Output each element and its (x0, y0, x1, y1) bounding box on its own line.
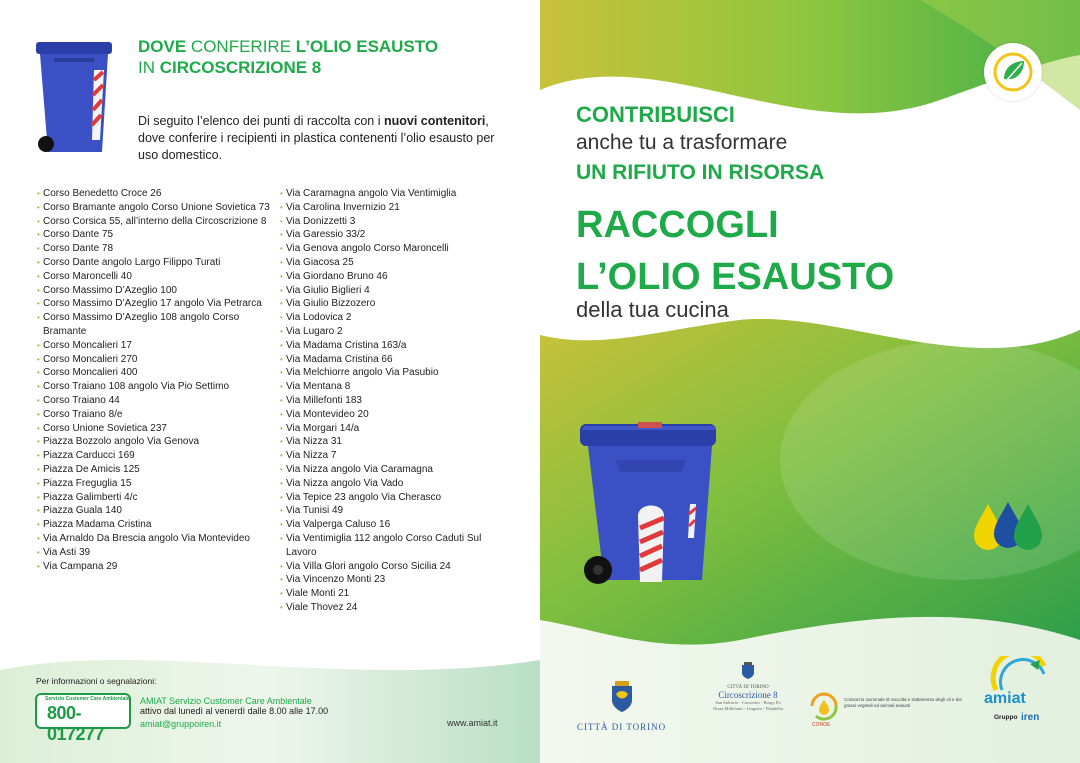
title-word: IN (138, 58, 155, 77)
service-hours: attivo dal lunedì al venerdì dalle 8.00 alle 17.00 (140, 706, 329, 716)
address-list-col1 (37, 187, 272, 573)
collection-point-item: • Corso Massimo D’Azeglio 17 angolo Via Petrarca (37, 297, 272, 311)
collection-point-item: • Via Donizzetti 3 (280, 215, 500, 229)
circ-crest-icon (741, 662, 755, 680)
collection-point-item: • Corso Traiano 44 (37, 394, 272, 408)
amiat-arc-icon (990, 656, 1050, 692)
collection-point-item: • Via Vincenzo Monti 23 (280, 573, 500, 587)
gruppo-label: Gruppo (994, 714, 1018, 721)
collection-point-item: • Via Valperga Caluso 16 (280, 518, 500, 532)
collection-point-item: • Via Caramagna angolo Via Ventimiglia (280, 187, 500, 201)
circ-sub: Nizza Millefonti - Lingotto - Filadelfia (712, 706, 784, 711)
collection-point-item: • Corso Dante 75 (37, 228, 272, 242)
collection-point-item: • Via Nizza 31 (280, 435, 500, 449)
collection-point-item: • Piazza Guala 140 (37, 504, 272, 518)
citta-torino-logo (577, 680, 666, 732)
wheelie-bin-large-icon (576, 420, 736, 590)
collection-point-item: • Via Asti 39 (37, 546, 272, 560)
collection-point-item: • Via Mentana 8 (280, 380, 500, 394)
collection-point-item: • Via Montevideo 20 (280, 408, 500, 422)
conoe-description: Consorzio nazionale di raccolta e trattamento degli oli e dei grassi vegetali ed animali esausti (844, 697, 962, 708)
website-link[interactable]: www.amiat.it (447, 718, 498, 728)
torino-crest-icon (607, 680, 637, 714)
collection-point-item: • Via Garessio 33/2 (280, 228, 500, 242)
info-label: Per informazioni o segnalazioni: (36, 676, 157, 686)
collection-point-item: • Via Genova angolo Corso Maroncelli (280, 242, 500, 256)
intro-text: Di seguito l’elenco dei punti di raccolta con i (138, 114, 384, 128)
title-word: CONFERIRE (190, 37, 292, 56)
service-name: AMIAT Servizio Customer Care Ambientale (140, 696, 312, 706)
circ-city: CITTÀ DI TORINO (727, 685, 769, 690)
collection-point-item: • Corso Moncalieri 270 (37, 353, 272, 367)
collection-point-item: • Piazza Bozzolo angolo Via Genova (37, 435, 272, 449)
service-email[interactable]: amiat@gruppoiren.it (140, 719, 222, 729)
right-page (540, 0, 1080, 763)
headline-raccogli: RACCOGLI (576, 204, 779, 246)
title-word: DOVE (138, 37, 187, 56)
collection-point-item: • Corso Traiano 8/e (37, 408, 272, 422)
collection-point-item: • Via Madama Cristina 66 (280, 353, 500, 367)
intro-text: , dove conferire i recipienti in plastica contenenti l’olio esausto per uso domestico. (138, 114, 495, 162)
oil-drops-icon (968, 500, 1048, 555)
headline-olio: L’OLIO ESAUSTO (576, 256, 895, 298)
collection-point-item: • Corso Corsica 55, all’interno della Circoscrizione 8 (37, 215, 272, 229)
collection-point-item: • Viale Monti 21 (280, 587, 500, 601)
oil-drop-logo (984, 43, 1042, 101)
collection-point-item: • Via Villa Glori angolo Corso Sicilia 24 (280, 560, 500, 574)
phone-caption: Servizio Customer Care Ambientale (45, 696, 130, 702)
collection-point-item: • Via Giulio Bizzozero (280, 297, 500, 311)
left-title (138, 36, 438, 78)
collection-point-item: • Via Millefonti 183 (280, 394, 500, 408)
collection-point-item: • Via Lugaro 2 (280, 325, 500, 339)
collection-point-item: • Corso Bramante angolo Corso Unione Sovietica 73 (37, 201, 272, 215)
headline-cucina: della tua cucina (576, 297, 729, 322)
collection-point-item: • Via Arnaldo Da Brescia angolo Via Montevideo (37, 532, 272, 546)
title-word: CIRCOSCRIZIONE 8 (159, 58, 322, 77)
collection-point-item: • Via Giulio Biglieri 4 (280, 284, 500, 298)
address-list-col2 (280, 187, 500, 615)
title-word: L’OLIO ESAUSTO (295, 37, 439, 56)
circ-name: Circoscrizione 8 (718, 690, 778, 700)
collection-point-item: • Via Nizza angolo Via Vado (280, 477, 500, 491)
collection-point-item: • Via Madama Cristina 163/a (280, 339, 500, 353)
collection-point-item: • Via Carolina Invernizio 21 (280, 201, 500, 215)
circoscrizione-logo (698, 662, 798, 712)
collection-point-item: • Corso Traiano 108 angolo Via Pio Settimo (37, 380, 272, 394)
collection-point-item: • Via Nizza angolo Via Caramagna (280, 463, 500, 477)
intro-bold: nuovi contenitori (383, 114, 486, 128)
leaf-drop-icon (984, 43, 1042, 101)
citta-label: CITTÀ DI TORINO (577, 722, 667, 732)
collection-point-item: • Corso Benedetto Croce 26 (37, 187, 272, 201)
collection-point-item: • Via Giacosa 25 (280, 256, 500, 270)
collection-point-item: • Corso Moncalieri 17 (37, 339, 272, 353)
collection-point-item: • Via Lodovica 2 (280, 311, 500, 325)
amiat-wordmark: amiat (984, 690, 1026, 707)
collection-point-item: • Corso Dante 78 (37, 242, 272, 256)
collection-point-item: • Via Tepice 23 angolo Via Cherasco (280, 491, 500, 505)
headline-anche: anche tu a trasformare (576, 131, 788, 154)
collection-point-item: • Via Tunisi 49 (280, 504, 500, 518)
collection-point-item: • Via Giordano Bruno 46 (280, 270, 500, 284)
collection-point-item: • Via Nizza 7 (280, 449, 500, 463)
collection-point-item: • Corso Dante angolo Largo Filippo Turati (37, 256, 272, 270)
iren-wordmark: iren (1021, 712, 1040, 723)
headline-rifiuto: UN RIFIUTO IN RISORSA (576, 161, 825, 184)
collection-point-item: • Corso Maroncelli 40 (37, 270, 272, 284)
toll-free-number[interactable] (35, 693, 131, 744)
collection-point-item: • Corso Massimo D’Azeglio 100 (37, 284, 272, 298)
collection-point-item: • Via Campana 29 (37, 560, 272, 574)
conoe-tag: CONOE (812, 722, 831, 728)
collection-point-item: • Via Ventimiglia 112 angolo Corso Caduti Sul Lavoro (280, 532, 500, 560)
collection-point-item: • Piazza Carducci 169 (37, 449, 272, 463)
collection-point-item: • Piazza De Amicis 125 (37, 463, 272, 477)
collection-point-item: • Piazza Madama Cristina (37, 518, 272, 532)
conoe-logo-icon (806, 688, 842, 728)
headline-contribuisci: CONTRIBUISCI (576, 102, 735, 127)
phone-number[interactable]: 800-017277 (47, 703, 105, 744)
circ-sub: San Salvario - Cavoretto - Borgo Po (715, 700, 781, 705)
collection-point-item: • Viale Thovez 24 (280, 601, 500, 615)
collection-point-item: • Piazza Freguglia 15 (37, 477, 272, 491)
collection-point-item: • Corso Moncalieri 400 (37, 366, 272, 380)
collection-point-item: • Corso Massimo D’Azeglio 108 angolo Corso Bramante (37, 311, 272, 339)
collection-point-item: • Piazza Galimberti 4/c (37, 491, 272, 505)
collection-point-item: • Via Morgari 14/a (280, 422, 500, 436)
intro-paragraph (138, 113, 518, 164)
collection-point-item: • Corso Unione Sovietica 237 (37, 422, 272, 436)
collection-point-item: • Via Melchiorre angolo Via Pasubio (280, 366, 500, 380)
wheelie-bin-icon (34, 40, 114, 160)
